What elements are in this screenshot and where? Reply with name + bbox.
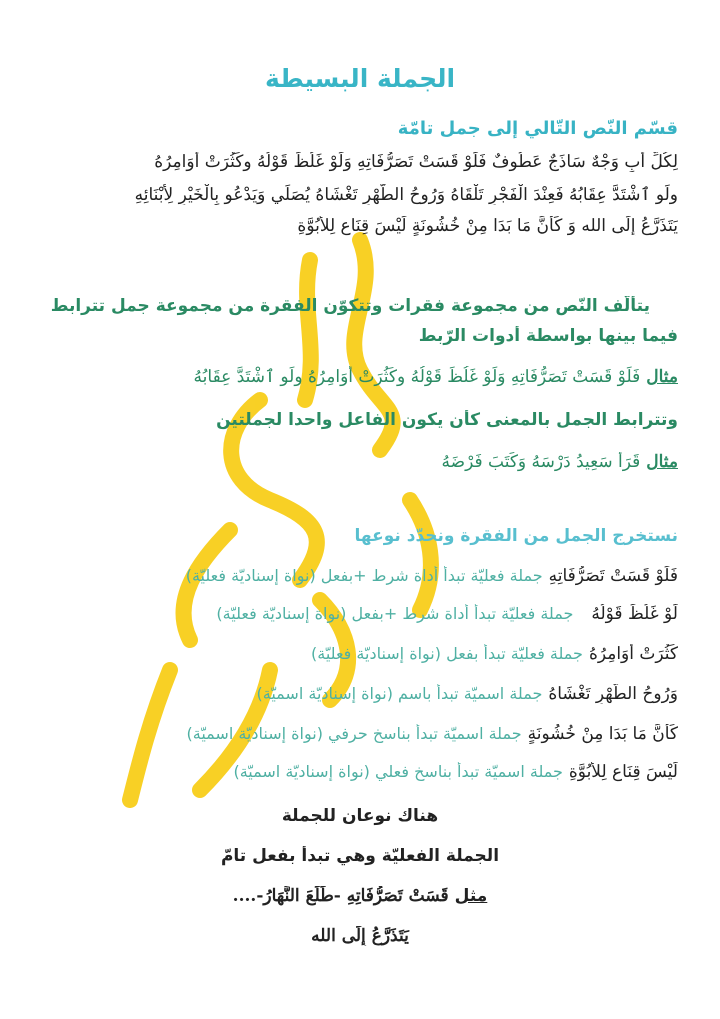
sentence-text: فَلَوْ قَسَتْ تَصَرُّفَاتِهِ	[548, 566, 678, 586]
sentence-row	[30, 566, 678, 586]
explanation-line-1: يتألّف النّص من مجموعة فقرات وتتكوّن الفقرة من مجموعة جمل تترابط	[50, 296, 650, 316]
example-1-text: فَلَوْ قَسَتْ تَصَرُّفَاتِهِ وَلَوْ غَلُظَ قَوْلُهُ وكَثُرَتْ أَوَامِرُهُ ولَو ٱشْتَدَّ عِقَابُهُ	[193, 367, 641, 387]
page-title: الجملة البسيطة	[264, 64, 456, 93]
example-2-text: قَرَأَ سَعِيدُ دَرْسَهُ وَكَتَبَ فَرْضَهُ	[441, 452, 641, 472]
verbal-heading: الجملة الفعليّة وهي تبدأ بفعل تامّ	[220, 846, 500, 866]
verbal-example-2: يَتَذَرَّعُ إِلَى الله	[311, 926, 409, 946]
verbal-example-text: قَسَتْ تَصَرُّفَاتِهِ -طَلَعَ النَّهَارُ-....	[232, 886, 449, 906]
example-2-label: مثال	[646, 452, 678, 472]
passage-line-1: لِكُلِّ أَبٍ وَجْهٌ سَاذَجٌ عَطُوفٌ فَلَوْ قَسَتْ تَصَرُّفَاتِهِ وَلَوْ غَلُظَ قَوْلُهُ وكَثُرَتْ أَوَامِرُهُ	[154, 152, 678, 172]
sentence-desc: جملة اسميّة تبدأ بناسخ حرفي (نواة إسناديّة اسميّة)	[186, 724, 522, 743]
example-2	[30, 452, 678, 472]
sentence-text: كَأَنَّ مَا بَدَا مِنْ خُشُونَةٍ	[527, 724, 678, 744]
verbal-example	[0, 886, 720, 906]
sentence-desc: جملة فعليّة تبدأ بفعل (نواة إسناديّة فعليّة)	[311, 644, 583, 663]
sentence-row	[30, 724, 678, 744]
sentence-text: وَرُوحُ الطُّهْرِ تَغْشَاهُ	[548, 684, 678, 704]
instruction-heading: قسّم النّص التّالي إلى جمل تامّة	[397, 118, 678, 139]
explanation-line-3: وتترابط الجمل بالمعنى كأن يكون الفاعل واحدا لجملتين	[216, 410, 678, 430]
sentence-desc: جملة فعليّة تبدأ أداة شرط +بفعل (نواة إسناديّة فعليّة)	[216, 604, 574, 623]
sentence-row	[30, 684, 678, 704]
sentence-row	[30, 604, 678, 624]
extract-heading: نستخرج الجمل من الفقرة ونحدّد نوعها	[354, 526, 678, 546]
types-heading: هناك نوعان للجملة	[281, 806, 439, 826]
example-1-label: مثال	[646, 367, 678, 387]
passage-line-3: يَتَذَرَّعُ إِلَى الله وَ كَأَنَّ مَا بَدَا مِنْ خُشُونَةٍ لَيْسَ قِنَاعٍ لِلأُبُوَّةِ	[297, 216, 678, 236]
explanation-line-2: فيما بينها بواسطة أدوات الرّبط	[418, 326, 678, 346]
verbal-example-label: مثل	[454, 886, 488, 906]
passage-line-2: ولَو ٱشْتَدَّ عِقَابُهُ فَعِنْدَ الْفَجْرِ تَلْقَاهُ وَرُوحُ الطُّهْرِ تَغْشَاهُ يُصَلِّي وَيَدْعُو بِالْخَيْرِ لِأَبْنَائِهِ	[134, 185, 678, 205]
example-1	[30, 366, 678, 387]
sentence-desc: جملة فعليّة تبدأ أداة شرط +بفعل (نواة إسناديّة فعليّة)	[185, 566, 543, 585]
sentence-text: كَثُرَتْ أَوَامِرُهُ	[588, 644, 678, 664]
sentence-text: لَوْ غَلُظَ قَوْلُهُ	[591, 604, 678, 624]
sentence-text: لَيْسَ قِنَاعٍ لِلأُبُوَّةِ	[568, 762, 678, 782]
sentence-desc: جملة اسميّة تبدأ بناسخ فعلي (نواة إسناديّة اسميّة)	[233, 762, 563, 781]
sentence-row	[30, 762, 678, 782]
sentence-row	[30, 644, 678, 664]
sentence-desc: جملة اسميّة تبدأ باسم (نواة إسناديّة اسميّة)	[256, 684, 543, 703]
